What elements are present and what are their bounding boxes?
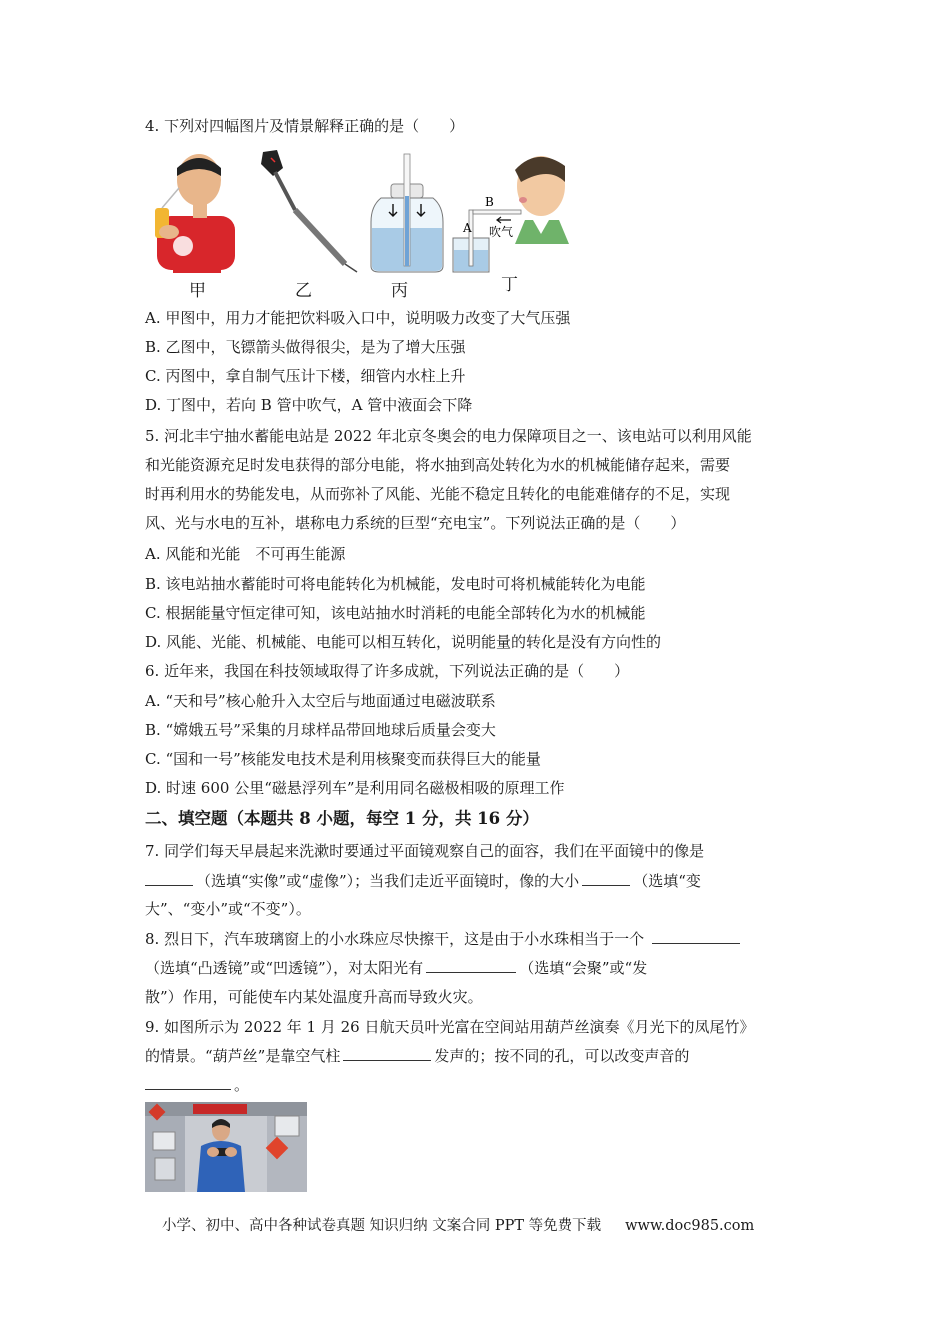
- q5-option-b: B. 该电站抽水蓄能时可将电能转化为机械能，发电时可将机械能转化为电能: [145, 575, 646, 593]
- q8-line-2: [145, 958, 647, 978]
- q4-stem: 4. 下列对四幅图片及情景解释正确的是（ ）: [145, 117, 465, 135]
- q9-line-2b: 发声的；按不同的孔，可以改变声音的: [434, 1047, 690, 1065]
- dart-illustration: [261, 150, 357, 272]
- label-a: A: [463, 221, 472, 235]
- q5-line-3: 时再利用水的势能发电，从而弥补了风能、光能不稳定且转化的电能难储存的不足，实现: [145, 485, 731, 503]
- q4-option-a: A. 甲图中，用力才能把饮料吸入口中，说明吸力改变了大气压强: [145, 309, 571, 327]
- caption-bing: 丙: [391, 281, 408, 301]
- q6-option-c: C. “国和一号”核能发电技术是利用核聚变而获得巨大的能量: [145, 750, 541, 768]
- q7-blank-1[interactable]: [145, 871, 193, 886]
- q9-line-2a: 的情景。“葫芦丝”是靠空气柱: [145, 1047, 341, 1065]
- q4-option-c: C. 丙图中，拿自制气压计下楼，细管内水柱上升: [145, 367, 466, 385]
- q8-line-2a: （选填“凸透镜”或“凹透镜”），对太阳光有: [145, 959, 424, 977]
- blowing-tube-illustration: [453, 156, 569, 272]
- q7-line-2: [145, 871, 701, 891]
- caption-ding: 丁: [501, 275, 518, 295]
- caption-yi: 乙: [295, 281, 312, 301]
- footer-text: 小学、初中、高中各种试卷真题 知识归纳 文案合同 PPT 等免费下载: [162, 1218, 602, 1234]
- q7-line-2b: （选填“变: [633, 872, 701, 890]
- q7-line-3: 大”、“变小”或“不变”）。: [145, 900, 311, 918]
- q9-blank-2[interactable]: [145, 1075, 231, 1090]
- q5-line-4: 风、光与水电的互补，堪称电力系统的巨型“充电宝”。下列说法正确的是（ ）: [145, 514, 686, 532]
- footer-url-link[interactable]: www.doc985.com: [625, 1218, 755, 1234]
- q8-line-3: 散”）作用，可能使车内某处温度升高而导致火灾。: [145, 988, 483, 1006]
- label-b: B: [485, 195, 494, 209]
- q7-line-1: 7. 同学们每天早晨起来洗漱时要通过平面镜观察自己的面容，我们在平面镜中的像是: [145, 842, 705, 860]
- q8-line-1: [145, 929, 743, 949]
- q4-option-b: B. 乙图中，飞镖箭头做得很尖，是为了增大压强: [145, 338, 466, 356]
- q6-option-b: B. “嫦娥五号”采集的月球样品带回地球后质量会变大: [145, 721, 496, 739]
- q9-line-1: 9. 如图所示为 2022 年 1 月 26 日航天员叶光富在空间站用葫芦丝演奏《月光下的凤尾竹》: [145, 1018, 755, 1036]
- q9-blank-1[interactable]: [343, 1046, 431, 1061]
- caption-jia: 甲: [189, 281, 206, 301]
- q7-blank-2[interactable]: [582, 871, 630, 886]
- q4-figure: [145, 148, 575, 301]
- section-2-heading: 二、填空题（本题共 8 小题，每空 1 分，共 16 分）: [145, 809, 539, 828]
- q8-blank-1[interactable]: [652, 929, 740, 944]
- q5-line-1: 5. 河北丰宁抽水蓄能电站是 2022 年北京冬奥会的电力保障项目之一、该电站可以利用风能: [145, 427, 752, 445]
- q9-line-3: [145, 1075, 249, 1095]
- page-footer: [162, 1214, 754, 1235]
- q5-line-2: 和光能资源充足时发电获得的部分电能，将水抽到高处转化为水的机械能储存起来，需要: [145, 456, 731, 474]
- q6-option-a: A. “天和号”核心舱升入太空后与地面通过电磁波联系: [145, 692, 496, 710]
- q8-blank-2[interactable]: [426, 958, 516, 973]
- q6-option-d: D. 时速 600 公里“磁悬浮列车”是利用同名磁极相吸的原理工作: [145, 779, 565, 797]
- barometer-illustration: [371, 154, 443, 272]
- q8-line-2b: （选填“会聚”或“发: [519, 959, 648, 977]
- q5-option-a: A. 风能和光能 不可再生能源: [145, 545, 346, 563]
- q7-line-2a: （选填“实像”或“虚像”）；当我们走近平面镜时，像的大小: [196, 872, 580, 890]
- q5-option-d: D. 风能、光能、机械能、电能可以相互转化，说明能量的转化是没有方向性的: [145, 633, 662, 651]
- q9-line-2: [145, 1046, 689, 1066]
- space-station-photo: [145, 1102, 307, 1192]
- q6-stem: 6. 近年来，我国在科技领域取得了许多成就，下列说法正确的是（ ）: [145, 662, 630, 680]
- q9-line-3-text: 。: [234, 1076, 250, 1094]
- boy-drinking-illustration: [155, 154, 235, 273]
- q4-option-d: D. 丁图中，若向 B 管中吹气，A 管中液面会下降: [145, 396, 473, 414]
- q8-line-1-text: 8. 烈日下，汽车玻璃窗上的小水珠应尽快擦干，这是由于小水珠相当于一个: [145, 930, 645, 948]
- q5-option-c: C. 根据能量守恒定律可知，该电站抽水时消耗的电能全部转化为水的机械能: [145, 604, 646, 622]
- label-blow: 吹气: [489, 225, 514, 239]
